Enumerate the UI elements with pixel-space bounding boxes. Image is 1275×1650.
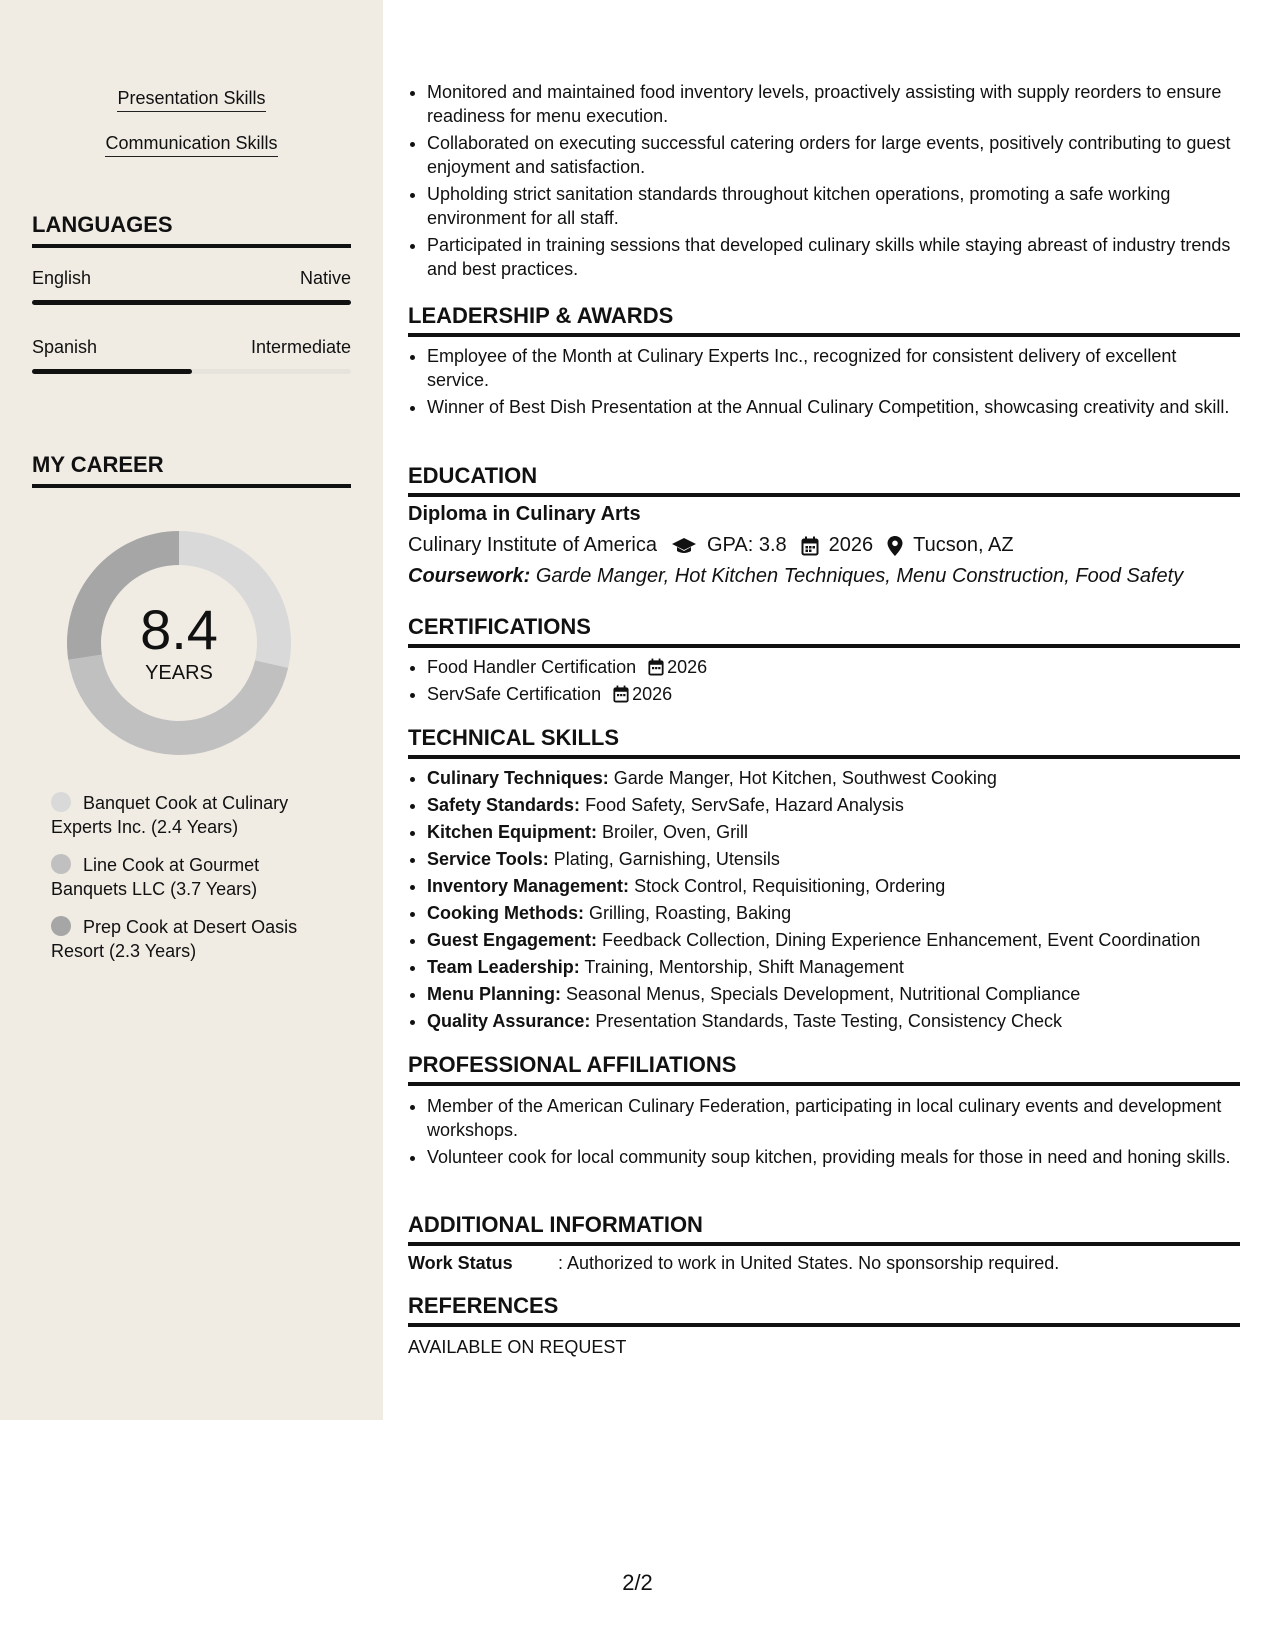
career-legend-item: Line Cook at Gourmet Banquets LLC (3.7 Years) (51, 855, 260, 899)
school-name: Culinary Institute of America (408, 534, 657, 556)
work-status-row (408, 1253, 1059, 1274)
language-bar-fill (32, 300, 351, 305)
legend-dot-icon (51, 792, 71, 812)
list-item: • Upholding strict sanitation standards throughout kitchen operations, promoting a safe working environment for all staff. (427, 182, 1240, 230)
career-total-unit: YEARS (145, 662, 213, 684)
list-item: • Employee of the Month at Culinary Experts Inc., recognized for consistent delivery of excellent service. (427, 344, 1240, 392)
graduation-cap-icon (671, 536, 697, 556)
work-status-value: : Authorized to work in United States. No sponsorship required. (558, 1253, 1060, 1273)
certification-item: • Food Handler Certification 2026 (427, 655, 1240, 679)
references-text: AVAILABLE ON REQUEST (408, 1337, 627, 1357)
list-item: • Culinary Techniques: Garde Manger, Hot Kitchen, Southwest Cooking (427, 766, 1240, 790)
language-name: Spanish (32, 337, 98, 357)
calendar-icon (648, 658, 664, 676)
additional-info-heading: ADDITIONAL INFORMATION (408, 1212, 1240, 1246)
language-bar (32, 369, 351, 374)
list-item: • Winner of Best Dish Presentation at the Annual Culinary Competition, showcasing creativity and skill. (427, 395, 1240, 419)
calendar-icon (801, 536, 819, 556)
language-name: English (32, 268, 92, 288)
list-item: • Kitchen Equipment: Broiler, Oven, Grill (427, 820, 1240, 844)
language-level: Native (299, 268, 351, 288)
list-item: • Team Leadership: Training, Mentorship, Shift Management (427, 955, 1240, 979)
gpa: GPA: 3.8 (707, 534, 787, 556)
calendar-icon (613, 685, 629, 703)
language-row (32, 268, 351, 289)
references-heading: REFERENCES (408, 1293, 1240, 1327)
education-heading: EDUCATION (408, 463, 1240, 497)
language-bar (32, 300, 351, 305)
skill-item: Presentation Skills (0, 88, 383, 109)
career-legend-item: Banquet Cook at Culinary Experts Inc. (2.4 Years) (51, 793, 289, 837)
degree-title: Diploma in Culinary Arts (408, 503, 641, 525)
coursework-value: Garde Manger, Hot Kitchen Techniques, Menu Construction, Food Safety (535, 565, 1184, 587)
career-heading: MY CAREER (32, 452, 351, 488)
list-item: • Monitored and maintained food inventory levels, proactively assisting with supply reorders to ensure readiness for menu execution. (427, 80, 1240, 128)
language-row (32, 337, 351, 358)
list-item: • Member of the American Culinary Federation, participating in local culinary events and development workshops. (427, 1094, 1240, 1142)
career-total (64, 600, 294, 685)
list-item: • Inventory Management: Stock Control, Requisitioning, Ordering (427, 874, 1240, 898)
page-number: 2/2 (622, 1570, 653, 1595)
list-item: • Guest Engagement: Feedback Collection, Dining Experience Enhancement, Event Coordination (427, 928, 1240, 952)
leadership-heading: LEADERSHIP & AWARDS (408, 303, 1240, 337)
work-status-label: Work Status (408, 1253, 513, 1273)
list-item: • Menu Planning: Seasonal Menus, Specials Development, Nutritional Compliance (427, 982, 1240, 1006)
languages-heading: LANGUAGES (32, 212, 351, 248)
experience-list (408, 80, 1240, 284)
education-meta (408, 534, 1014, 557)
list-item: • Service Tools: Plating, Garnishing, Utensils (427, 847, 1240, 871)
location-pin-icon (887, 536, 903, 556)
list-item: • Participated in training sessions that developed culinary skills while staying abreast of industry trends and best practices. (427, 233, 1240, 281)
list-item: • Quality Assurance: Presentation Standards, Taste Testing, Consistency Check (427, 1009, 1240, 1033)
list-item: • Cooking Methods: Grilling, Roasting, Baking (427, 901, 1240, 925)
language-bar-fill (32, 369, 192, 374)
list-item: • Safety Standards: Food Safety, ServSafe, Hazard Analysis (427, 793, 1240, 817)
legend-dot-icon (51, 916, 71, 936)
leadership-list (408, 344, 1240, 422)
certifications-heading: CERTIFICATIONS (408, 614, 1240, 648)
career-total-value: 8.4 (140, 598, 218, 661)
coursework-label: Coursework: (408, 565, 531, 587)
technical-skills-heading: TECHNICAL SKILLS (408, 725, 1240, 759)
list-item: • Volunteer cook for local community soup kitchen, providing meals for those in need and honing skills. (427, 1145, 1240, 1169)
affiliations-list (408, 1094, 1240, 1172)
language-level: Intermediate (250, 337, 351, 357)
school-location: Tucson, AZ (913, 534, 1014, 556)
coursework (408, 565, 1183, 588)
skill-item: Communication Skills (0, 133, 383, 154)
affiliations-heading: PROFESSIONAL AFFILIATIONS (408, 1052, 1240, 1086)
legend-dot-icon (51, 854, 71, 874)
certification-item: • ServSafe Certification 2026 (427, 682, 1240, 706)
certifications-list (408, 655, 1240, 709)
graduation-year: 2026 (828, 534, 874, 556)
list-item: • Collaborated on executing successful catering orders for large events, positively contributing to guest enjoyment and satisfaction. (427, 131, 1240, 179)
career-legend-item: Prep Cook at Desert Oasis Resort (2.3 Years) (51, 917, 298, 961)
technical-skills-list (408, 766, 1240, 1036)
